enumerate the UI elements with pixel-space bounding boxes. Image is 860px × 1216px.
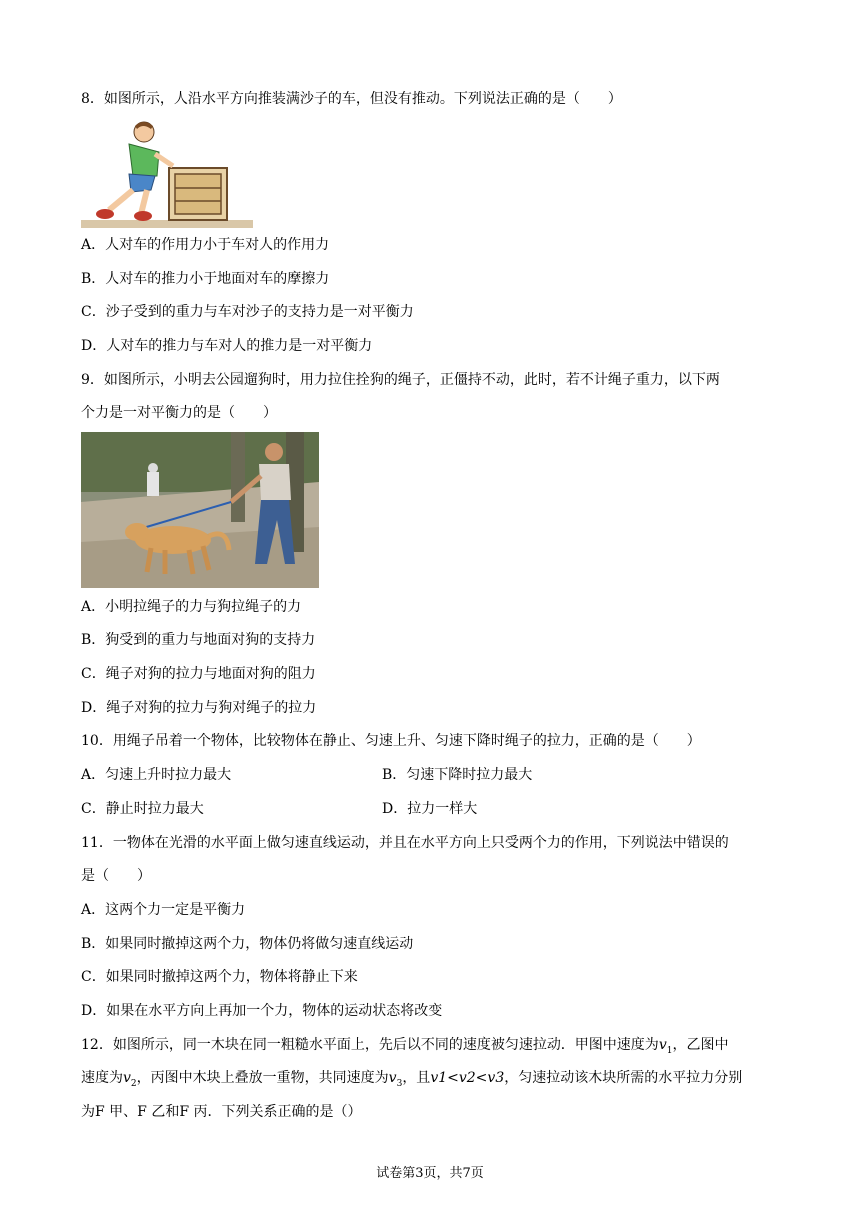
q11-option-b: B．如果同时撤掉这两个力，物体仍将做匀速直线运动 — [81, 936, 414, 952]
q11-stem-line2: 是（ ） — [81, 868, 151, 884]
velocity-inequality: v1<v2<v3 — [430, 1070, 505, 1086]
q10-stem: 10．用绳子吊着一个物体，比较物体在静止、匀速上升、匀速下降时绳子的拉力，正确的是（ ） — [81, 733, 701, 749]
q9-option-a: A．小明拉绳子的力与狗拉绳子的力 — [81, 599, 302, 615]
q12-line1: 12．如图所示，同一木块在同一粗糙水平面上，先后以不同的速度被匀速拉动．甲图中速度为$v_1$，乙图中 — [81, 1037, 729, 1056]
q9-option-b: B．狗受到的重力与地面对狗的支持力 — [81, 632, 316, 648]
q10-option-b: B．匀速下降时拉力最大 — [382, 767, 533, 783]
q10-option-a: A．匀速上升时拉力最大 — [81, 767, 232, 783]
q9-stem-line2: 个力是一对平衡力的是（ ） — [81, 405, 277, 421]
q8-option-a: A．人对车的作用力小于车对人的作用力 — [81, 237, 330, 253]
q11-stem-line1: 11．一物体在光滑的水平面上做匀速直线运动，并且在水平方向上只受两个力的作用，下列说法中错误的 — [81, 835, 729, 851]
q8-stem: 8．如图所示，人沿水平方向推装满沙子的车，但没有推动。下列说法正确的是（ ） — [81, 91, 622, 107]
q12-line3: 为F 甲、F 乙和F 丙．下列关系正确的是（） — [81, 1104, 362, 1120]
q11-option-a: A．这两个力一定是平衡力 — [81, 902, 246, 918]
q9-option-d: D．绳子对狗的拉力与狗对绳子的拉力 — [81, 700, 317, 716]
q9-stem-line1: 9．如图所示，小明去公园遛狗时，用力拉住拴狗的绳子，正僵持不动，此时，若不计绳子重力，以下两 — [81, 372, 720, 388]
q10-option-d: D．拉力一样大 — [382, 801, 478, 817]
q9-option-c: C．绳子对狗的拉力与地面对狗的阻力 — [81, 666, 316, 682]
page-footer: 试卷第3页，共7页 — [376, 1166, 484, 1181]
q8-option-b: B．人对车的推力小于地面对车的摩擦力 — [81, 271, 330, 287]
q12-line2: 速度为$v_2$，丙图中木块上叠放一重物，共同速度为$v_3$，且v1<v2<v3，匀速拉动该木块所需的水平拉力分别 — [81, 1070, 743, 1089]
man-walking-dog-photo — [81, 432, 319, 588]
q11-option-c: C．如果同时撤掉这两个力，物体将静止下来 — [81, 969, 358, 985]
q10-option-c: C．静止时拉力最大 — [81, 801, 204, 817]
boy-pushing-cart-illustration — [81, 118, 253, 230]
q8-option-c: C．沙子受到的重力与车对沙子的支持力是一对平衡力 — [81, 304, 414, 320]
q8-option-d: D．人对车的推力与车对人的推力是一对平衡力 — [81, 338, 373, 354]
q11-option-d: D．如果在水平方向上再加一个力，物体的运动状态将改变 — [81, 1003, 443, 1019]
